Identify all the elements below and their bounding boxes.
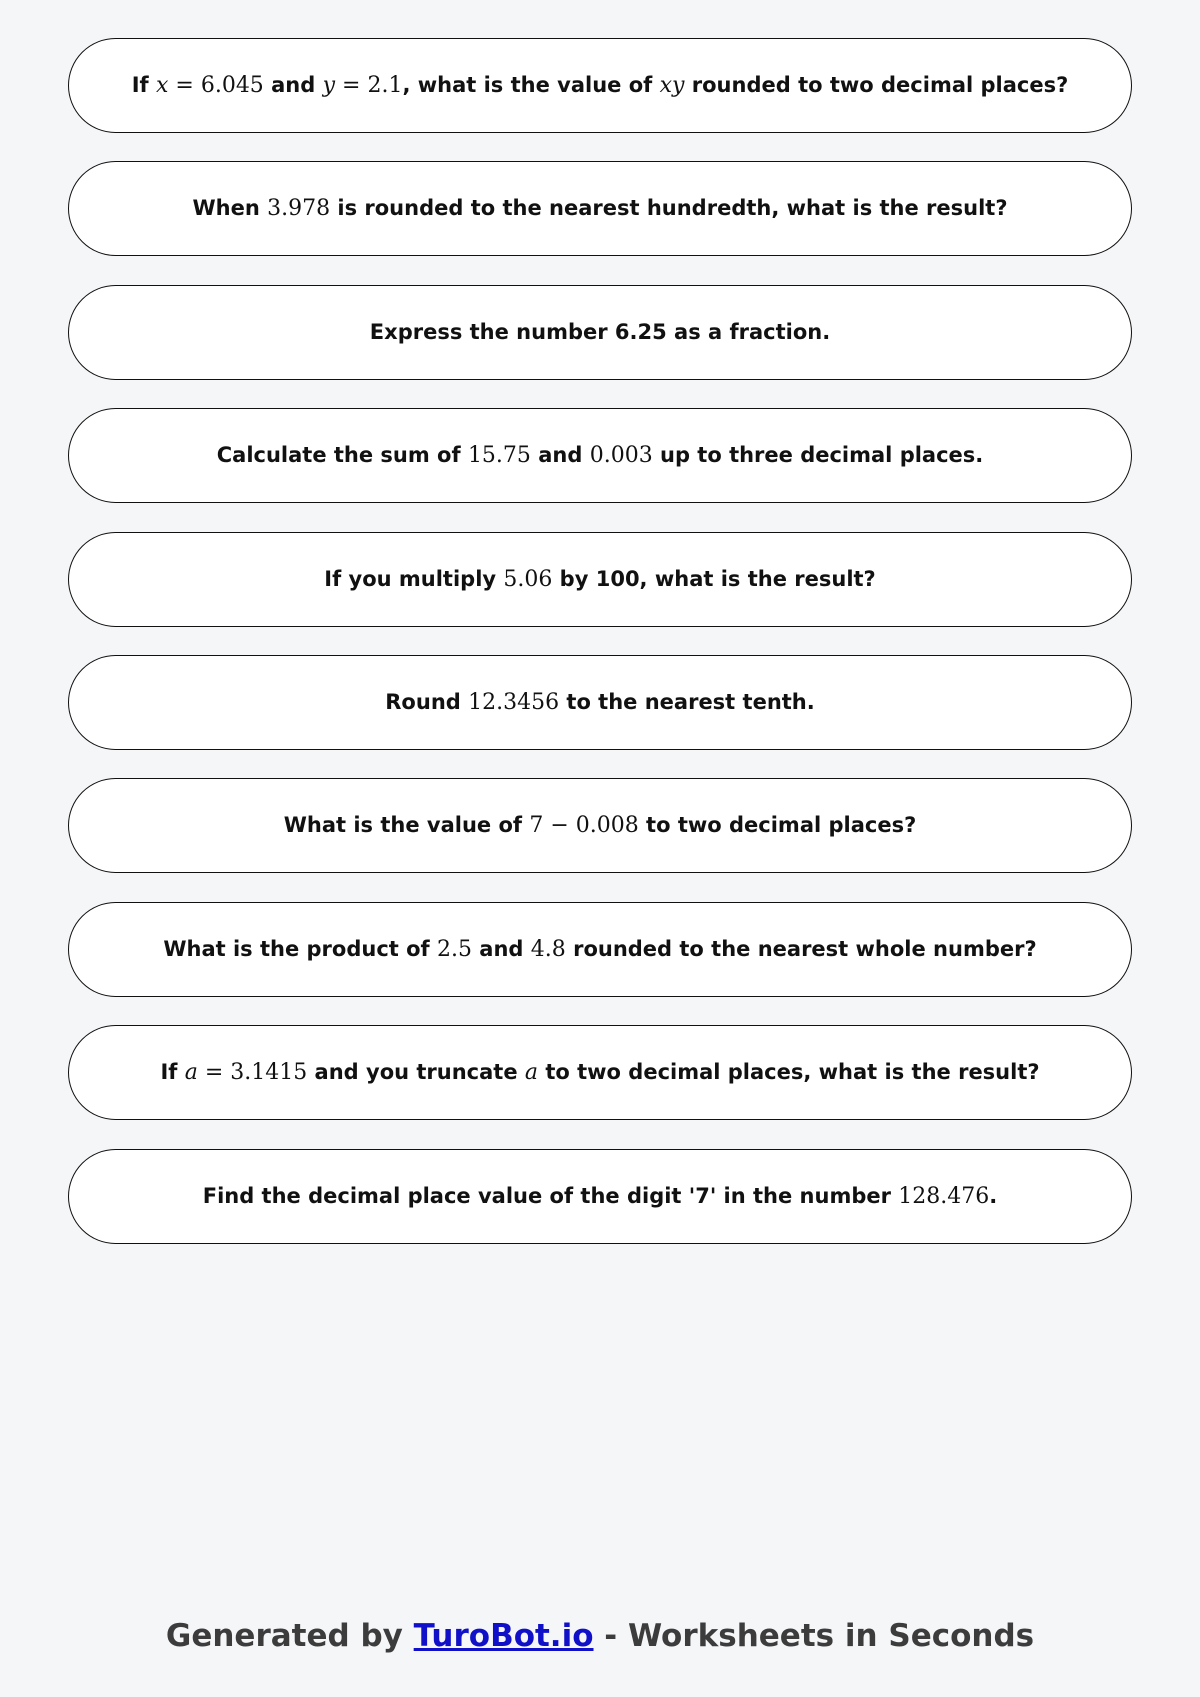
math-expression: 7 − 0.008 xyxy=(529,813,639,839)
math-variable: xy xyxy=(659,73,685,98)
question-segment: If you multiply xyxy=(324,566,504,591)
question-segment: If xyxy=(160,1060,185,1085)
math-expression: = 2.1 xyxy=(335,73,403,98)
question-text xyxy=(203,1184,998,1209)
math-expression: 0.003 xyxy=(589,443,653,469)
footer-suffix: - Worksheets in Seconds xyxy=(593,1618,1035,1654)
math-variable: a xyxy=(524,1060,539,1086)
question-segment: and xyxy=(530,443,590,468)
question-segment: to two decimal places, what is the result? xyxy=(538,1060,1040,1085)
question-card xyxy=(68,1025,1132,1120)
math-expression: 15.75 xyxy=(467,443,531,469)
math-expression: 3.978 xyxy=(267,196,331,222)
question-segment: What is the product of xyxy=(163,936,437,961)
question-segment: and xyxy=(472,936,531,961)
math-expression: 4.8 xyxy=(530,936,566,962)
question-segment: rounded to two decimal places? xyxy=(684,73,1069,97)
question-segment: to two decimal places? xyxy=(638,813,917,838)
math-expression: = 6.045 xyxy=(168,73,264,98)
question-segment: Express the number 6.25 as a fraction. xyxy=(369,320,831,345)
question-card xyxy=(68,285,1132,380)
question-segment: and xyxy=(263,73,323,97)
question-text xyxy=(132,73,1069,98)
question-text xyxy=(160,1060,1039,1085)
question-card xyxy=(68,408,1132,503)
question-card xyxy=(68,1149,1132,1244)
footer xyxy=(0,1618,1200,1654)
question-segment: is rounded to the nearest hundredth, what is the result? xyxy=(330,196,1008,221)
math-variable: y xyxy=(322,73,336,98)
question-segment: Calculate the sum of xyxy=(216,443,468,468)
question-segment: Round xyxy=(385,689,469,714)
question-card xyxy=(68,532,1132,627)
question-segment: up to three decimal places. xyxy=(652,443,984,468)
math-expression: = 3.1415 xyxy=(197,1060,308,1086)
question-card xyxy=(68,655,1132,750)
question-text xyxy=(163,937,1036,962)
math-variable: a xyxy=(184,1060,198,1086)
question-list xyxy=(68,38,1132,1272)
question-segment: and you truncate xyxy=(307,1060,525,1085)
turobot-link[interactable]: TuroBot.io xyxy=(413,1618,594,1654)
question-text xyxy=(385,690,814,715)
question-text xyxy=(324,567,875,592)
question-text xyxy=(284,813,917,838)
question-card xyxy=(68,902,1132,997)
question-segment: , what is the value of xyxy=(402,73,660,97)
question-segment: If xyxy=(131,73,156,97)
question-card xyxy=(68,161,1132,256)
math-expression: 5.06 xyxy=(503,566,553,592)
math-expression: 12.3456 xyxy=(468,689,560,715)
question-card xyxy=(68,778,1132,873)
question-segment: Find the decimal place value of the digit '7' in the number xyxy=(202,1183,899,1208)
question-segment: . xyxy=(989,1183,998,1208)
question-text xyxy=(217,443,984,468)
math-expression: 2.5 xyxy=(437,936,472,962)
math-expression: 128.476 xyxy=(898,1183,990,1209)
question-segment: to the nearest tenth. xyxy=(559,689,815,714)
footer-prefix: Generated by xyxy=(165,1618,414,1654)
question-segment: When xyxy=(192,196,268,221)
math-variable: x xyxy=(155,73,169,98)
question-text xyxy=(370,320,830,344)
question-card xyxy=(68,38,1132,133)
question-segment: rounded to the nearest whole number? xyxy=(565,936,1037,961)
question-segment: What is the value of xyxy=(283,813,530,838)
question-segment: by 100, what is the result? xyxy=(552,566,876,591)
question-text xyxy=(192,196,1007,221)
